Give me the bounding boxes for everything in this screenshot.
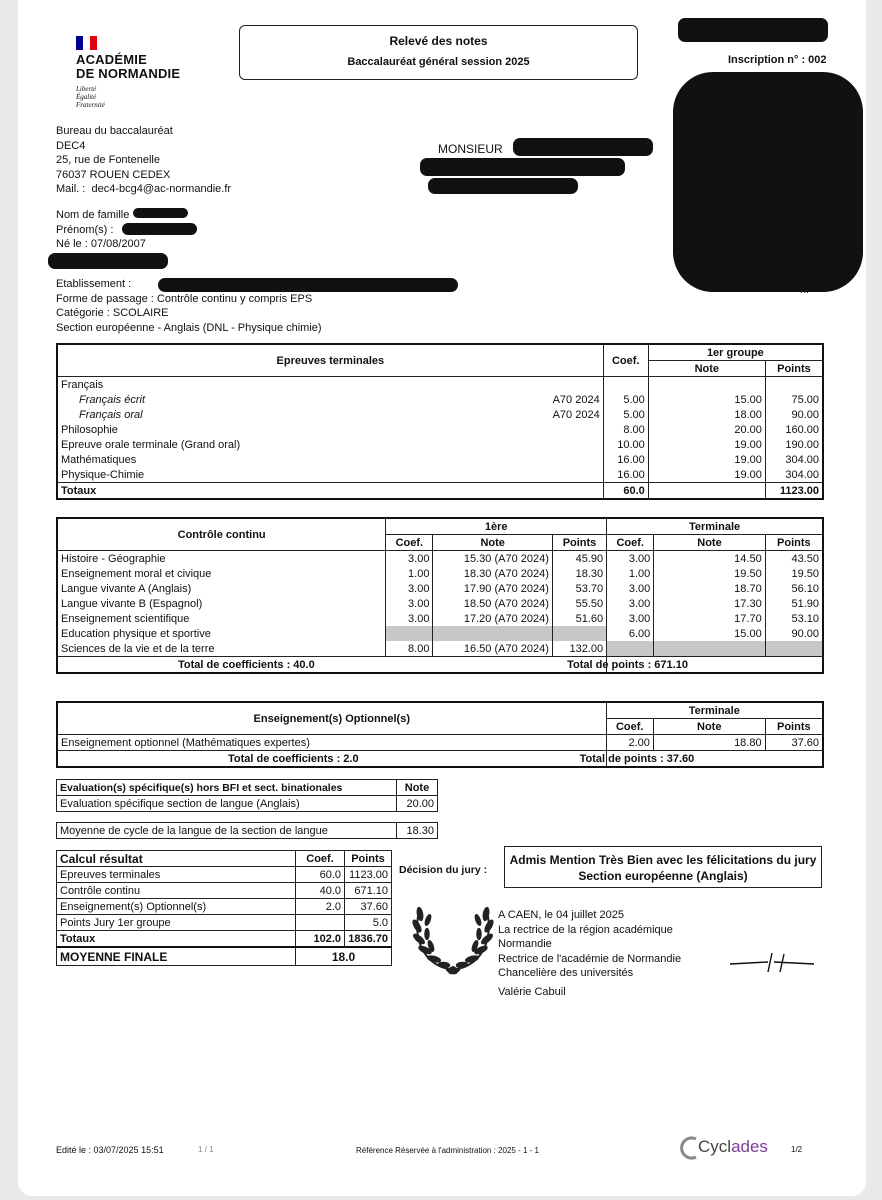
- controle-coef2-header: Coef.: [607, 535, 654, 551]
- coef-cell: 10.00: [603, 437, 648, 452]
- table-row: [57, 452, 823, 467]
- note2-cell: 14.50: [654, 551, 765, 567]
- note2-cell: [654, 641, 765, 657]
- points-cell: 75.00: [765, 392, 823, 407]
- coef1-cell: 8.00: [386, 641, 433, 657]
- epreuves-total-label: Totaux: [57, 483, 603, 500]
- epreuves-note-header: Note: [648, 361, 765, 377]
- cyclades-logo-icon: [680, 1135, 700, 1161]
- signature-place-date: A CAEN, le 04 juillet 2025: [498, 909, 624, 921]
- note2-cell: 18.70: [654, 581, 765, 596]
- mail-label: Mail. :: [56, 183, 86, 195]
- motto-liberte: Liberté: [76, 85, 97, 93]
- coef-cell: 16.00: [603, 467, 648, 483]
- note-cell: 19.00: [648, 437, 765, 452]
- coef-cell: 16.00: [603, 452, 648, 467]
- table-row: [57, 823, 438, 839]
- footer-reference: Référence Réservée à l'administration : 2025 - 1 - 1: [356, 1146, 539, 1155]
- calcul-label: Contrôle continu: [57, 883, 296, 899]
- subject-cell: [57, 407, 603, 422]
- moyenne-cycle-label: Moyenne de cycle de la langue de la section de langue: [57, 823, 397, 839]
- epreuves-group-header: 1er groupe: [648, 344, 823, 361]
- logo-line1: ACADÉMIE: [76, 52, 147, 67]
- calcul-label: Points Jury 1er groupe: [57, 915, 296, 931]
- subject-label: Mathématiques: [61, 453, 137, 466]
- signatory-name: Valérie Cabuil: [498, 985, 566, 998]
- subject-label: Langue vivante A (Anglais): [57, 581, 386, 596]
- epreuves-total-note: [648, 483, 765, 500]
- sender-mail: [56, 182, 231, 197]
- coef2-cell: 3.00: [607, 551, 654, 567]
- redaction-top: [678, 18, 828, 42]
- subject-label: Français: [61, 378, 104, 391]
- evaluation-header: Evaluation(s) spécifique(s) hors BFI et sect. binationales: [57, 780, 397, 796]
- note1-cell: 17.90 (A70 2024): [433, 581, 552, 596]
- sender-line: 25, rue de Fontenelle: [56, 154, 160, 166]
- signature-line: Chancelière des universités: [498, 967, 634, 979]
- table-row: [57, 467, 823, 483]
- subject-label: Physique-Chimie: [61, 468, 145, 481]
- table-row: [57, 377, 823, 393]
- coef1-cell: 3.00: [386, 581, 433, 596]
- controle-first-header: 1ère: [386, 518, 607, 535]
- evaluation-table: [56, 779, 438, 812]
- jury-label: Décision du jury :: [399, 864, 488, 876]
- calcul-header: Calcul résultat: [57, 851, 296, 867]
- redaction-recipient-name: [513, 138, 653, 156]
- coef2-cell: 3.00: [607, 611, 654, 626]
- marianne-flag-icon: [76, 36, 98, 50]
- footer-page-fraction: 1 / 1: [198, 1145, 214, 1154]
- handwritten-signature: [728, 950, 818, 976]
- note-cell: 20.00: [648, 422, 765, 437]
- subject-tag: A70 2024: [552, 408, 600, 421]
- redaction-photo: [673, 72, 863, 292]
- points2-cell: 53.10: [765, 611, 823, 626]
- document-page: [18, 0, 866, 1196]
- document-subtitle: Baccalauréat général session 2025: [347, 56, 530, 68]
- calcul-coef: 40.0: [296, 883, 345, 899]
- note-cell: [648, 377, 765, 393]
- table-row: [57, 566, 823, 581]
- table-row: [57, 796, 438, 812]
- footer-page-number: 1/2: [791, 1145, 803, 1154]
- subject-label: Education physique et sportive: [57, 626, 386, 641]
- sender-line: Bureau du baccalauréat: [56, 125, 173, 137]
- coef-cell: [603, 377, 648, 393]
- note2-cell: 17.30: [654, 596, 765, 611]
- coef2-cell: 1.00: [607, 566, 654, 581]
- points1-cell: 55.50: [552, 596, 606, 611]
- calcul-points-header: Points: [345, 851, 392, 867]
- points-cell: 304.00: [765, 452, 823, 467]
- table-row: [57, 626, 823, 641]
- optionnel-table: [56, 701, 824, 768]
- subject-label: Epreuve orale terminale (Grand oral): [61, 438, 241, 451]
- optionnel-total-coef: Total de coefficients : 2.0: [57, 751, 606, 768]
- calcul-total-coef: 102.0: [296, 931, 345, 948]
- note1-cell: 16.50 (A70 2024): [433, 641, 552, 657]
- candidate-info: [56, 208, 322, 335]
- note-cell: 19.00: [648, 467, 765, 483]
- optionnel-row-note: 18.80: [653, 735, 765, 751]
- optionnel-row-label: Enseignement optionnel (Mathématiques expertes): [57, 735, 606, 751]
- subject-cell: [57, 377, 603, 393]
- points-cell: 160.00: [765, 422, 823, 437]
- section: Section européenne - Anglais (DNL - Physique chimie): [56, 321, 322, 334]
- calcul-points: 37.60: [345, 899, 392, 915]
- brand-part-a: Cycl: [698, 1137, 732, 1156]
- points1-cell: 51.60: [552, 611, 606, 626]
- coef-cell: 5.00: [603, 407, 648, 422]
- points2-cell: [765, 641, 823, 657]
- epreuves-points-header: Points: [765, 361, 823, 377]
- calcul-label: Enseignement(s) Optionnel(s): [57, 899, 296, 915]
- controle-note1-header: Note: [433, 535, 552, 551]
- points-cell: 304.00: [765, 467, 823, 483]
- note1-cell: 17.20 (A70 2024): [433, 611, 552, 626]
- note2-cell: 15.00: [654, 626, 765, 641]
- optionnel-total-points: Total de points : 37.60: [579, 752, 695, 765]
- birth-date: Né le : 07/08/2007: [56, 238, 146, 250]
- cyclades-brand: [698, 1137, 768, 1157]
- table-row: [57, 551, 823, 567]
- subject-label: Sciences de la vie et de la terre: [57, 641, 386, 657]
- subject-label: Français oral: [79, 408, 143, 421]
- calcul-points: 1123.00: [345, 867, 392, 883]
- points1-cell: 132.00: [552, 641, 606, 657]
- calcul-points: 5.0: [345, 915, 392, 931]
- table-row: [57, 899, 392, 915]
- subject-cell: [57, 392, 603, 407]
- subject-label: Histoire - Géographie: [57, 551, 386, 567]
- optionnel-points-header: Points: [765, 719, 823, 735]
- moyenne-cycle-value: 18.30: [397, 823, 438, 839]
- note2-cell: 17.70: [654, 611, 765, 626]
- signature-line: Normandie: [498, 938, 552, 950]
- epreuves-total-coef: 60.0: [603, 483, 648, 500]
- table-row: [57, 867, 392, 883]
- subject-tag: A70 2024: [552, 393, 600, 406]
- motto-fraternite: Fraternité: [76, 101, 105, 109]
- coef-cell: 8.00: [603, 422, 648, 437]
- redaction-recipient-address2: [428, 178, 578, 194]
- jury-decision-line1: Admis Mention Très Bien avec les félicitations du jury: [509, 853, 817, 867]
- controle-total-points-cell: [567, 657, 823, 674]
- coef-cell: 5.00: [603, 392, 648, 407]
- table-row: [57, 392, 823, 407]
- optionnel-terminale-header: Terminale: [606, 702, 823, 719]
- table-row: [57, 596, 823, 611]
- republic-motto: [76, 85, 105, 109]
- points2-cell: 51.90: [765, 596, 823, 611]
- moyenne-finale-value: 18.0: [296, 947, 392, 966]
- subject-cell: [57, 437, 603, 452]
- calcul-coef-header: Coef.: [296, 851, 345, 867]
- signature-line: Rectrice de l'académie de Normandie: [498, 952, 682, 965]
- signature-line: La rectrice de la région académique: [498, 923, 673, 936]
- signature-block: [498, 908, 681, 999]
- controle-coef1-header: Coef.: [386, 535, 433, 551]
- motto-egalite: Égalité: [76, 93, 97, 101]
- table-row: [57, 735, 823, 751]
- school-label: Etablissement :: [56, 278, 132, 290]
- table-row: [57, 611, 823, 626]
- table-row: [57, 407, 823, 422]
- subject-label: Philosophie: [61, 423, 118, 436]
- note-cell: 19.00: [648, 452, 765, 467]
- points1-cell: 18.30: [552, 566, 606, 581]
- controle-header: Contrôle continu: [57, 518, 386, 551]
- epreuves-header: Epreuves terminales: [57, 344, 603, 377]
- note1-cell: 15.30 (A70 2024): [433, 551, 552, 567]
- calcul-coef: [296, 915, 345, 931]
- points-cell: 90.00: [765, 407, 823, 422]
- document-title: Relevé des notes: [389, 34, 488, 48]
- points2-cell: 19.50: [765, 566, 823, 581]
- subject-label: Enseignement moral et civique: [57, 566, 386, 581]
- note-cell: 18.00: [648, 407, 765, 422]
- points-cell: [765, 377, 823, 393]
- controle-points1-header: Points: [552, 535, 606, 551]
- sender-line: DEC4: [56, 139, 86, 152]
- moyenne-finale-label: MOYENNE FINALE: [57, 947, 296, 966]
- optionnel-total-points-cell: [579, 751, 823, 768]
- subject-cell: [57, 452, 603, 467]
- controle-terminale-header: Terminale: [607, 518, 823, 535]
- controle-points2-header: Points: [765, 535, 823, 551]
- optionnel-row-coef: 2.00: [606, 735, 653, 751]
- points1-cell: 53.70: [552, 581, 606, 596]
- calcul-total-label: Totaux: [57, 931, 296, 948]
- controle-note2-header: Note: [654, 535, 765, 551]
- recipient-salutation: MONSIEUR: [438, 142, 503, 156]
- sender-line: 76037 ROUEN CEDEX: [56, 168, 171, 181]
- academy-logo: [76, 53, 180, 81]
- points1-cell: [552, 626, 606, 641]
- table-row: [57, 437, 823, 452]
- epreuves-table: [56, 343, 824, 500]
- table-row: [57, 915, 392, 931]
- epreuves-total-points: 1123.00: [765, 483, 823, 500]
- subject-label: Enseignement scientifique: [57, 611, 386, 626]
- subject-label: Langue vivante B (Espagnol): [57, 596, 386, 611]
- recipient-trailing: rif: [800, 284, 810, 296]
- subject-label: Français écrit: [79, 393, 146, 406]
- table-row: [57, 883, 392, 899]
- points2-cell: 90.00: [765, 626, 823, 641]
- coef1-cell: 3.00: [386, 611, 433, 626]
- optionnel-coef-header: Coef.: [606, 719, 653, 735]
- calcul-total-points: 1836.70: [345, 931, 392, 948]
- exam-mode: Forme de passage : Contrôle continu y compris EPS: [56, 292, 313, 305]
- calcul-table: [56, 850, 392, 966]
- redaction-recipient-address1: [420, 158, 625, 176]
- coef1-cell: 1.00: [386, 566, 433, 581]
- family-name-label: Nom de famille: [56, 209, 130, 221]
- subject-cell: [57, 422, 603, 437]
- coef2-cell: 3.00: [607, 596, 654, 611]
- first-name-label: Prénom(s) :: [56, 223, 114, 236]
- table-row: [57, 422, 823, 437]
- table-row: [57, 641, 823, 657]
- moyenne-cycle-table: [56, 822, 438, 839]
- coef1-cell: [386, 626, 433, 641]
- evaluation-row-value: 20.00: [397, 796, 438, 812]
- jury-decision-box: [504, 846, 822, 888]
- document-title-box: [239, 25, 638, 80]
- jury-decision-line2: Section européenne (Anglais): [578, 869, 748, 883]
- note1-cell: 18.30 (A70 2024): [433, 566, 552, 581]
- brand-part-b: ades: [731, 1137, 768, 1156]
- coef2-cell: 3.00: [607, 581, 654, 596]
- coef2-cell: [607, 641, 654, 657]
- optionnel-header: Enseignement(s) Optionnel(s): [57, 702, 606, 735]
- controle-total-points: Total de points : 671.10: [567, 658, 688, 671]
- optionnel-note-header: Note: [653, 719, 765, 735]
- category: Catégorie : SCOLAIRE: [56, 307, 169, 319]
- points1-cell: 45.90: [552, 551, 606, 567]
- calcul-points: 671.10: [345, 883, 392, 899]
- note-cell: 15.00: [648, 392, 765, 407]
- evaluation-note-header: Note: [397, 780, 438, 796]
- table-row: [57, 581, 823, 596]
- calcul-coef: 60.0: [296, 867, 345, 883]
- calcul-label: Epreuves terminales: [57, 867, 296, 883]
- inscription-number: Inscription n° : 002: [728, 54, 827, 66]
- logo-line2: DE NORMANDIE: [76, 66, 181, 81]
- points2-cell: 56.10: [765, 581, 823, 596]
- points-cell: 190.00: [765, 437, 823, 452]
- subject-cell: [57, 467, 603, 483]
- points2-cell: 43.50: [765, 551, 823, 567]
- epreuves-coef-header: Coef.: [603, 344, 648, 377]
- sender-address: [56, 124, 231, 197]
- note1-cell: [433, 626, 552, 641]
- controle-total-coef: Total de coefficients : 40.0: [57, 657, 607, 674]
- note1-cell: 18.50 (A70 2024): [433, 596, 552, 611]
- footer-edit-date: Edité le : 03/07/2025 15:51: [56, 1145, 164, 1155]
- calcul-coef: 2.0: [296, 899, 345, 915]
- birthplace-label: A :: [56, 252, 69, 265]
- laurel-wreath-icon: [406, 886, 500, 976]
- controle-table: [56, 517, 824, 674]
- mail-address: dec4-bcg4@ac-normandie.fr: [91, 183, 232, 195]
- evaluation-row-label: Evaluation spécifique section de langue (Anglais): [57, 796, 397, 812]
- optionnel-row-points: 37.60: [765, 735, 823, 751]
- coef2-cell: 6.00: [607, 626, 654, 641]
- coef1-cell: 3.00: [386, 596, 433, 611]
- coef1-cell: 3.00: [386, 551, 433, 567]
- note2-cell: 19.50: [654, 566, 765, 581]
